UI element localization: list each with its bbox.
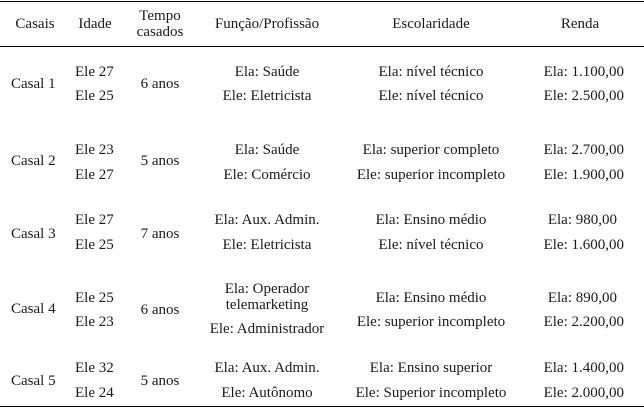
idade-ele: Ele 23 xyxy=(75,314,114,330)
renda-ele: Ele: 1.600,00 xyxy=(543,237,624,253)
escolaridade-ele: Ele: superior incompleto xyxy=(356,167,506,183)
header-funcao: Função/Profissão xyxy=(214,16,320,32)
funcao-ela: Ela: Aux. Admin. xyxy=(214,360,320,376)
casal-label: Casal 5 xyxy=(11,373,56,389)
idade-ele: Ele 24 xyxy=(75,385,114,401)
escolaridade-ele: Ele: nível técnico xyxy=(378,88,484,104)
tempo-casados: 6 anos xyxy=(140,76,180,92)
funcao-ele: Ele: Eletricista xyxy=(222,237,312,253)
renda-ela: Ela: 1.400,00 xyxy=(543,360,624,376)
funcao-ele: Ele: Autônomo xyxy=(221,385,313,401)
idade-ela: Ele 27 xyxy=(75,212,114,228)
escolaridade-ela: Ela: superior completo xyxy=(362,142,500,158)
escolaridade-ela: Ela: Ensino médio xyxy=(375,212,487,228)
table-bottom-rule xyxy=(0,406,644,407)
idade-ele: Ele 25 xyxy=(75,88,114,104)
funcao-ela: Ela: Saúde xyxy=(234,142,300,158)
idade-ela: Ele 23 xyxy=(75,142,114,158)
header-tempo-line1: Tempo xyxy=(139,8,181,24)
escolaridade-ele: Ele: Superior incompleto xyxy=(355,385,507,401)
header-tempo-line2: casados xyxy=(136,24,184,40)
funcao-ela: Ela: Aux. Admin. xyxy=(214,212,320,228)
tempo-casados: 7 anos xyxy=(140,226,180,242)
table-top-rule xyxy=(0,1,644,2)
idade-ele: Ele 25 xyxy=(75,237,114,253)
funcao-ele: Ele: Eletricista xyxy=(222,88,312,104)
tempo-casados: 5 anos xyxy=(140,153,180,169)
casal-label: Casal 4 xyxy=(11,301,56,317)
funcao-ela-line2: telemarketing xyxy=(225,297,309,313)
renda-ela: Ela: 1.100,00 xyxy=(543,64,624,80)
funcao-ele: Ele: Comércio xyxy=(223,167,311,183)
renda-ela: Ela: 890,00 xyxy=(547,290,617,306)
funcao-ele: Ele: Administrador xyxy=(209,321,325,337)
header-bottom-rule xyxy=(0,46,644,47)
header-casais: Casais xyxy=(15,16,55,32)
escolaridade-ele: Ele: nível técnico xyxy=(378,237,484,253)
header-escolaridade: Escolaridade xyxy=(392,16,470,32)
idade-ela: Ele 32 xyxy=(75,360,114,376)
renda-ele: Ele: 2.500,00 xyxy=(543,88,624,104)
idade-ela: Ele 27 xyxy=(75,64,114,80)
casal-label: Casal 2 xyxy=(11,153,56,169)
idade-ela: Ele 25 xyxy=(75,290,114,306)
renda-ele: Ele: 2.200,00 xyxy=(543,314,624,330)
funcao-ela-line1: Ela: Operador xyxy=(224,281,310,297)
casal-label: Casal 1 xyxy=(11,76,56,92)
casal-label: Casal 3 xyxy=(11,226,56,242)
header-tempo-casados xyxy=(137,8,184,40)
idade-ele: Ele 27 xyxy=(75,167,114,183)
tempo-casados: 6 anos xyxy=(140,302,180,318)
header-renda: Renda xyxy=(560,16,600,32)
header-idade: Idade xyxy=(78,16,112,32)
tempo-casados: 5 anos xyxy=(140,373,180,389)
escolaridade-ela: Ela: Ensino médio xyxy=(375,290,487,306)
renda-ela: Ela: 980,00 xyxy=(547,212,617,228)
renda-ele: Ele: 2.000,00 xyxy=(543,385,624,401)
renda-ele: Ele: 1.900,00 xyxy=(543,167,624,183)
funcao-ela: Ela: Saúde xyxy=(234,64,300,80)
escolaridade-ela: Ela: nível técnico xyxy=(378,64,484,80)
escolaridade-ela: Ela: Ensino superior xyxy=(369,360,493,376)
escolaridade-ele: Ele: superior incompleto xyxy=(356,314,506,330)
renda-ela: Ela: 2.700,00 xyxy=(543,142,624,158)
